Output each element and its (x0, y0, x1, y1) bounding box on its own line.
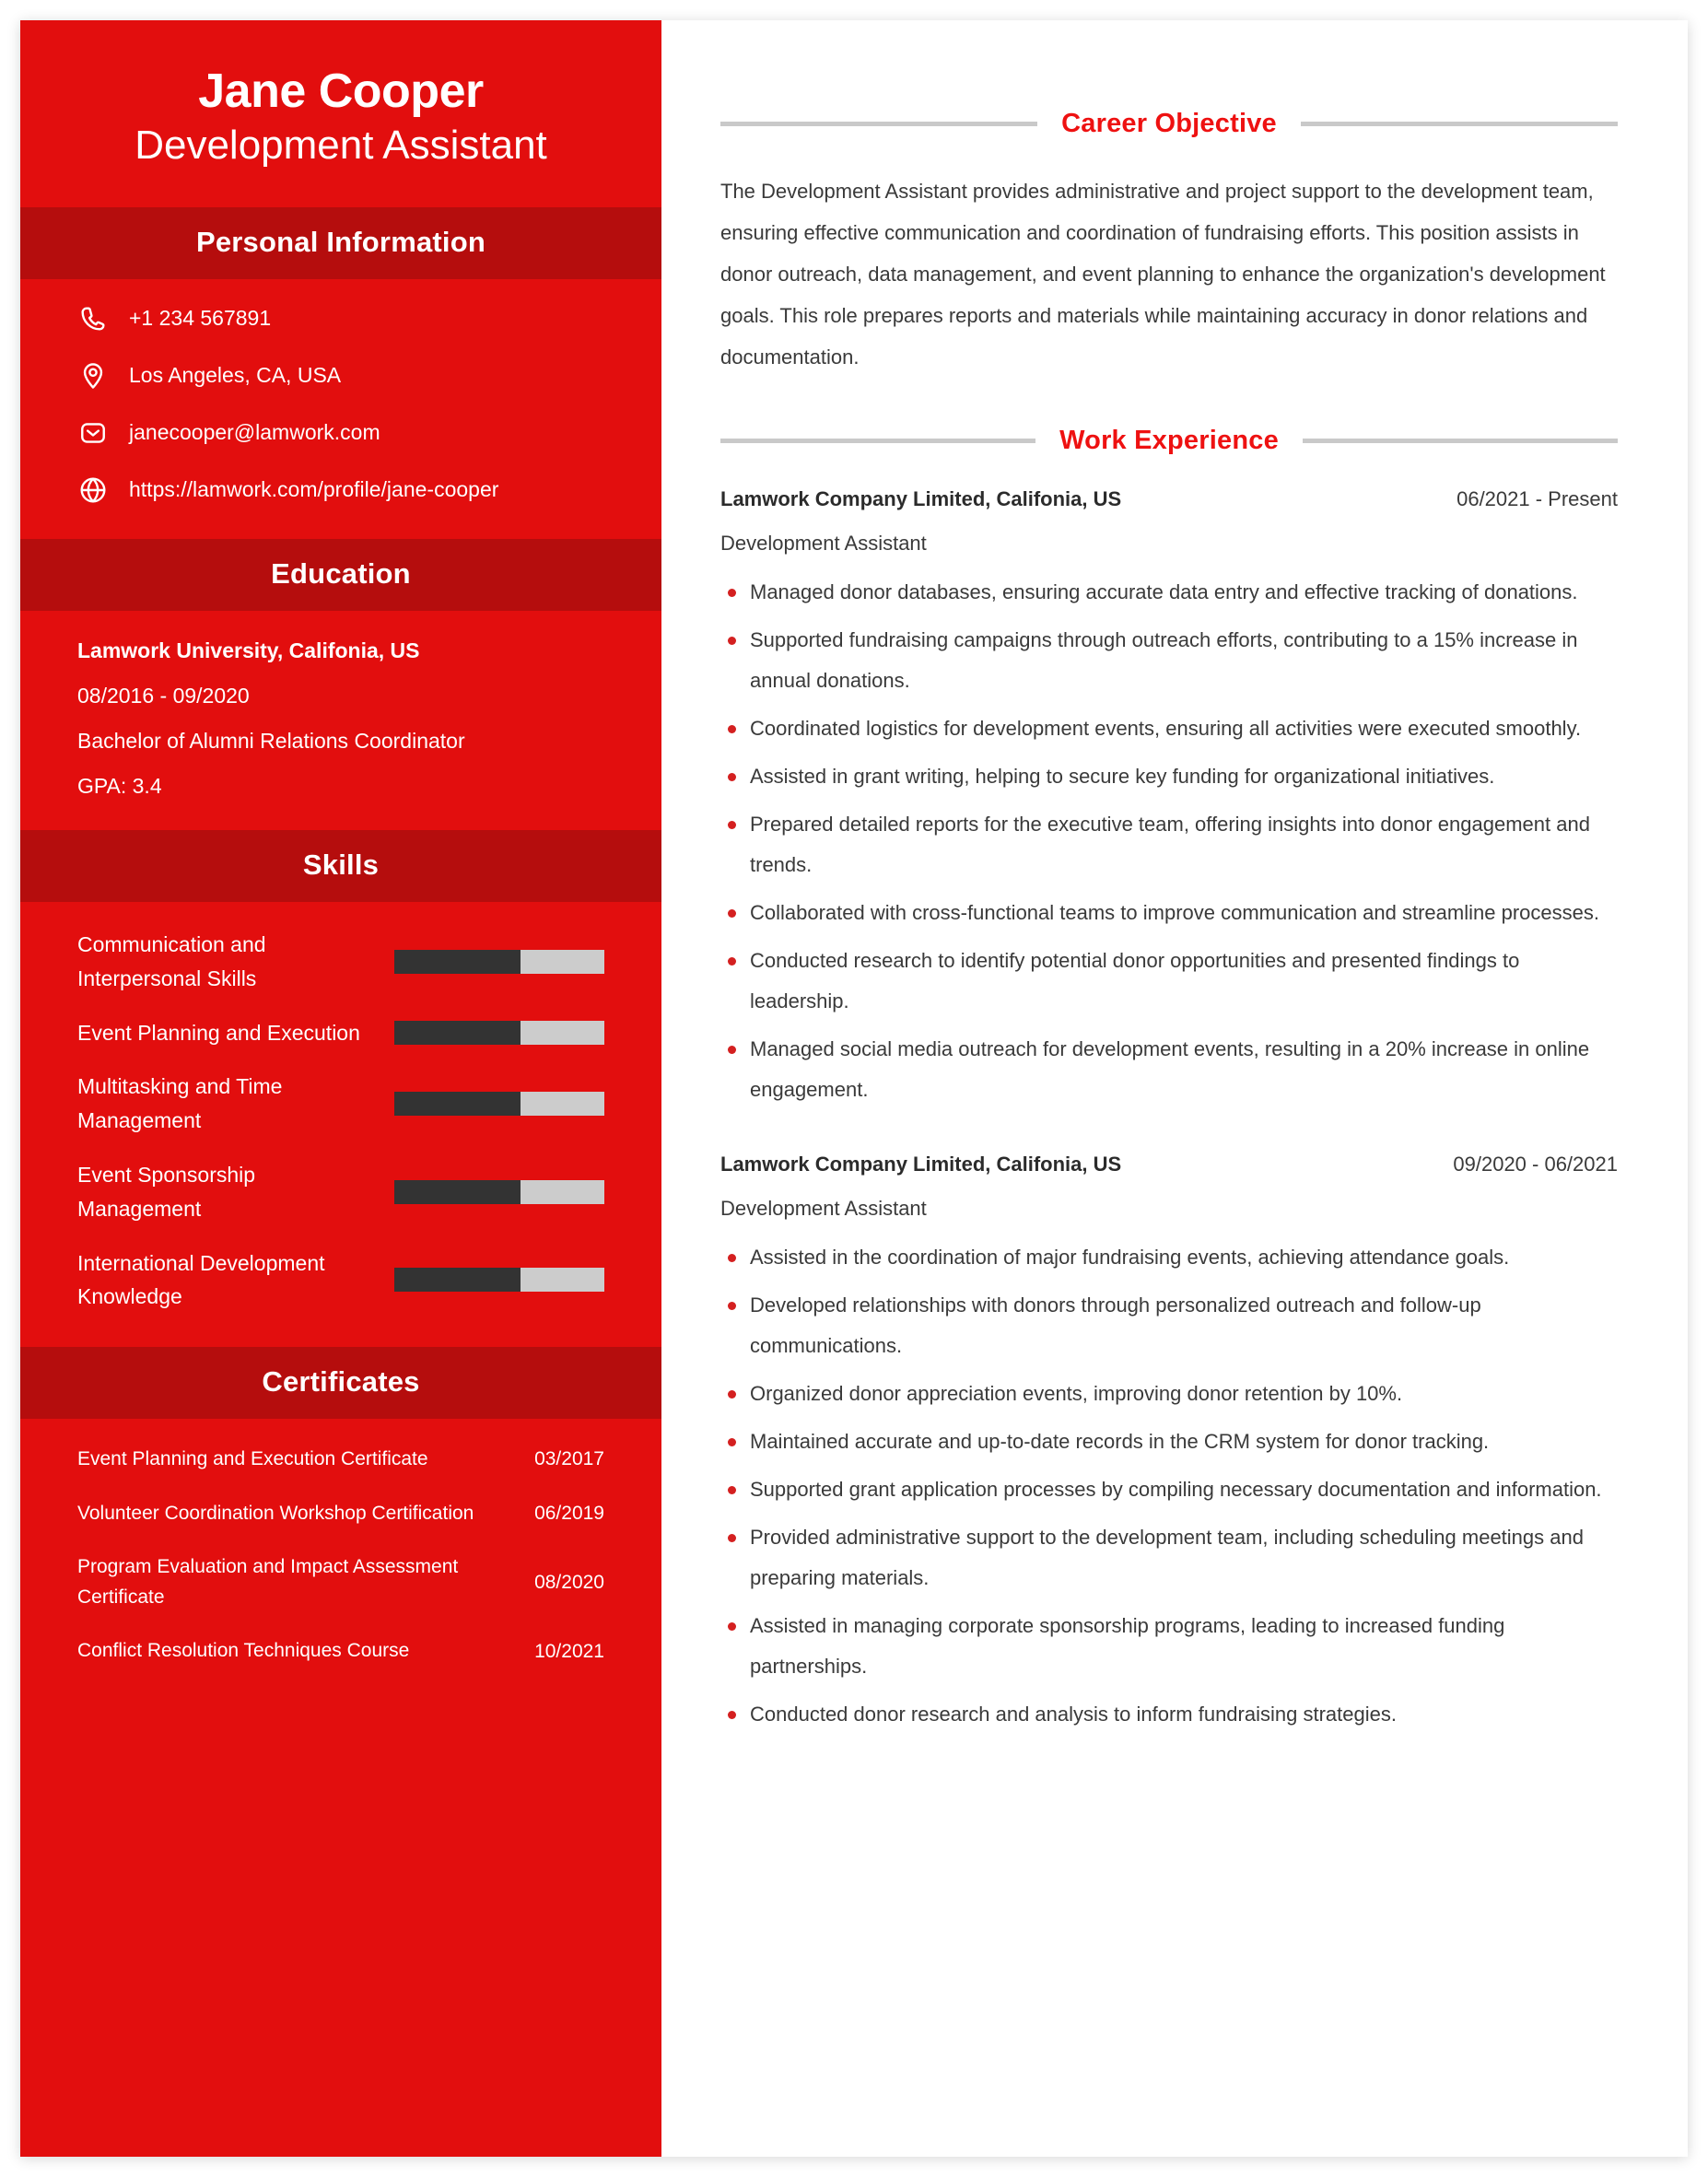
skill-level-fill (394, 1092, 521, 1116)
certificate-date: 10/2021 (534, 1640, 604, 1662)
work-experience-entry (720, 1153, 1618, 1735)
location-pin-icon (77, 360, 109, 392)
career-objective-text: The Development Assistant provides administrative and project support to the development team, ensuring effective communication and coordination of fundraising efforts. This position assists in donor outreach, data management, and event planning to enhance the organization's development goals. This role prepares reports and materials while maintaining accuracy in donor relations and documentation. (720, 180, 1606, 369)
section-title-work-experience: Work Experience (1059, 426, 1279, 456)
job-header (720, 1153, 1618, 1176)
contact-row-website (77, 474, 604, 506)
skill-level-bar (394, 1021, 604, 1045)
skill-row (77, 1016, 604, 1050)
section-band-certificates (20, 1347, 661, 1419)
name-block (20, 20, 661, 207)
skill-level-fill (394, 950, 521, 974)
skill-label: International Development Knowledge (77, 1250, 325, 1309)
job-bullet: Assisted in grant writing, helping to secure key funding for organizational initiatives. (720, 756, 1618, 797)
job-company: Lamwork Company Limited, Califonia, US (720, 1153, 1122, 1176)
skill-level-bar (394, 1180, 604, 1204)
job-bullet-list (720, 1237, 1618, 1735)
certificate-date: 08/2020 (534, 1571, 604, 1593)
contact-row-location (77, 360, 604, 392)
job-bullet: Conducted donor research and analysis to inform fundraising strategies. (720, 1694, 1618, 1735)
certificate-name: Conflict Resolution Techniques Course (77, 1640, 410, 1662)
certificate-name: Volunteer Coordination Workshop Certification (77, 1502, 474, 1524)
resume-page (20, 20, 1688, 2157)
certificate-name: Event Planning and Execution Certificate (77, 1448, 428, 1470)
skill-label: Multitasking and Time Management (77, 1074, 283, 1133)
contact-value-email: janecooper@lamwork.com (129, 420, 380, 445)
candidate-name: Jane Cooper (198, 64, 484, 118)
job-bullet: Supported fundraising campaigns through outreach efforts, contributing to a 15% increase in annual donations. (720, 620, 1618, 701)
job-bullet: Prepared detailed reports for the executive team, offering insights into donor engagement and trends. (720, 804, 1618, 885)
certificate-name: Program Evaluation and Impact Assessment Certificate (77, 1556, 459, 1608)
job-bullet: Assisted in managing corporate sponsorship programs, leading to increased funding partnerships. (720, 1606, 1618, 1687)
skill-label: Event Sponsorship Management (77, 1163, 256, 1221)
skill-row (77, 1070, 604, 1138)
job-bullet: Conducted research to identify potential donor opportunities and presented findings to leadership. (720, 941, 1618, 1022)
section-band-personal-information (20, 207, 661, 279)
job-spacer (720, 1136, 1618, 1153)
certificate-row (77, 1552, 604, 1612)
skill-level-fill (394, 1268, 521, 1292)
rule-right (1301, 122, 1618, 126)
candidate-job-title: Development Assistant (135, 123, 547, 169)
skill-label: Event Planning and Execution (77, 1020, 360, 1045)
phone-icon (77, 303, 109, 334)
contact-row-email (77, 417, 604, 449)
section-heading-personal-information: Personal Information (195, 226, 486, 259)
job-header (720, 487, 1618, 511)
section-title-career-objective: Career Objective (1061, 109, 1277, 138)
rule-left (720, 439, 1035, 443)
skill-level-fill (394, 1021, 521, 1045)
skill-level-bar (394, 1268, 604, 1292)
work-experience-list (720, 487, 1618, 1735)
contact-value-website: https://lamwork.com/profile/jane-cooper (129, 477, 499, 502)
rule-left (720, 122, 1037, 126)
contact-value-location: Los Angeles, CA, USA (129, 363, 342, 388)
globe-icon (77, 474, 109, 506)
skill-level-fill (394, 1180, 521, 1204)
job-bullet: Organized donor appreciation events, improving donor retention by 10%. (720, 1374, 1618, 1414)
job-bullet: Assisted in the coordination of major fundraising events, achieving attendance goals. (720, 1237, 1618, 1278)
skill-level-bar (394, 950, 604, 974)
job-role: Development Assistant (720, 1197, 927, 1221)
personal-information-body (20, 279, 661, 539)
certificate-row (77, 1499, 604, 1529)
section-heading-certificates: Certificates (262, 1365, 420, 1399)
certificate-row (77, 1636, 604, 1667)
skill-row (77, 1247, 604, 1315)
certificate-date: 03/2017 (534, 1448, 604, 1470)
education-gpa: GPA: 3.4 (77, 774, 162, 799)
work-experience-entry (720, 487, 1618, 1110)
certificate-row (77, 1445, 604, 1475)
section-band-skills (20, 830, 661, 902)
skill-row (77, 928, 604, 996)
job-bullet: Maintained accurate and up-to-date records in the CRM system for donor tracking. (720, 1422, 1618, 1462)
contact-value-phone: +1 234 567891 (129, 306, 272, 331)
job-bullet: Supported grant application processes by compiling necessary documentation and information. (720, 1469, 1618, 1510)
education-body (20, 611, 661, 830)
job-dates: 09/2020 - 06/2021 (1453, 1153, 1618, 1176)
job-bullet: Developed relationships with donors through personalized outreach and follow-up communications. (720, 1285, 1618, 1366)
section-band-education (20, 539, 661, 611)
job-role: Development Assistant (720, 532, 927, 556)
section-heading-education: Education (271, 557, 411, 591)
education-dates: 08/2016 - 09/2020 (77, 684, 250, 708)
skill-level-bar (394, 1092, 604, 1116)
job-bullet: Collaborated with cross-functional teams to improve communication and streamline processes. (720, 893, 1618, 933)
job-dates: 06/2021 - Present (1456, 487, 1618, 511)
job-bullet: Managed donor databases, ensuring accurate data entry and effective tracking of donations. (720, 572, 1618, 613)
contact-row-phone (77, 303, 604, 334)
rule-right (1303, 439, 1618, 443)
skill-row (77, 1158, 604, 1226)
certificate-date: 06/2019 (534, 1503, 604, 1525)
job-bullet: Provided administrative support to the development team, including scheduling meetings and preparing materials. (720, 1517, 1618, 1598)
certificates-body (20, 1419, 661, 1702)
education-school: Lamwork University, Califonia, US (77, 638, 420, 663)
skills-body (20, 902, 661, 1347)
section-header-work-experience (720, 426, 1618, 456)
section-header-career-objective (720, 109, 1618, 139)
section-heading-skills: Skills (302, 849, 380, 882)
job-bullet: Coordinated logistics for development events, ensuring all activities were executed smoothly. (720, 708, 1618, 749)
education-degree: Bachelor of Alumni Relations Coordinator (77, 729, 465, 754)
envelope-icon (77, 417, 109, 449)
resume-main-column (661, 20, 1688, 2157)
resume-sidebar (20, 20, 661, 2157)
job-bullet: Managed social media outreach for development events, resulting in a 20% increase in online engagement. (720, 1029, 1618, 1110)
job-bullet-list (720, 572, 1618, 1110)
skill-label: Communication and Interpersonal Skills (77, 932, 266, 990)
job-company: Lamwork Company Limited, Califonia, US (720, 487, 1122, 511)
